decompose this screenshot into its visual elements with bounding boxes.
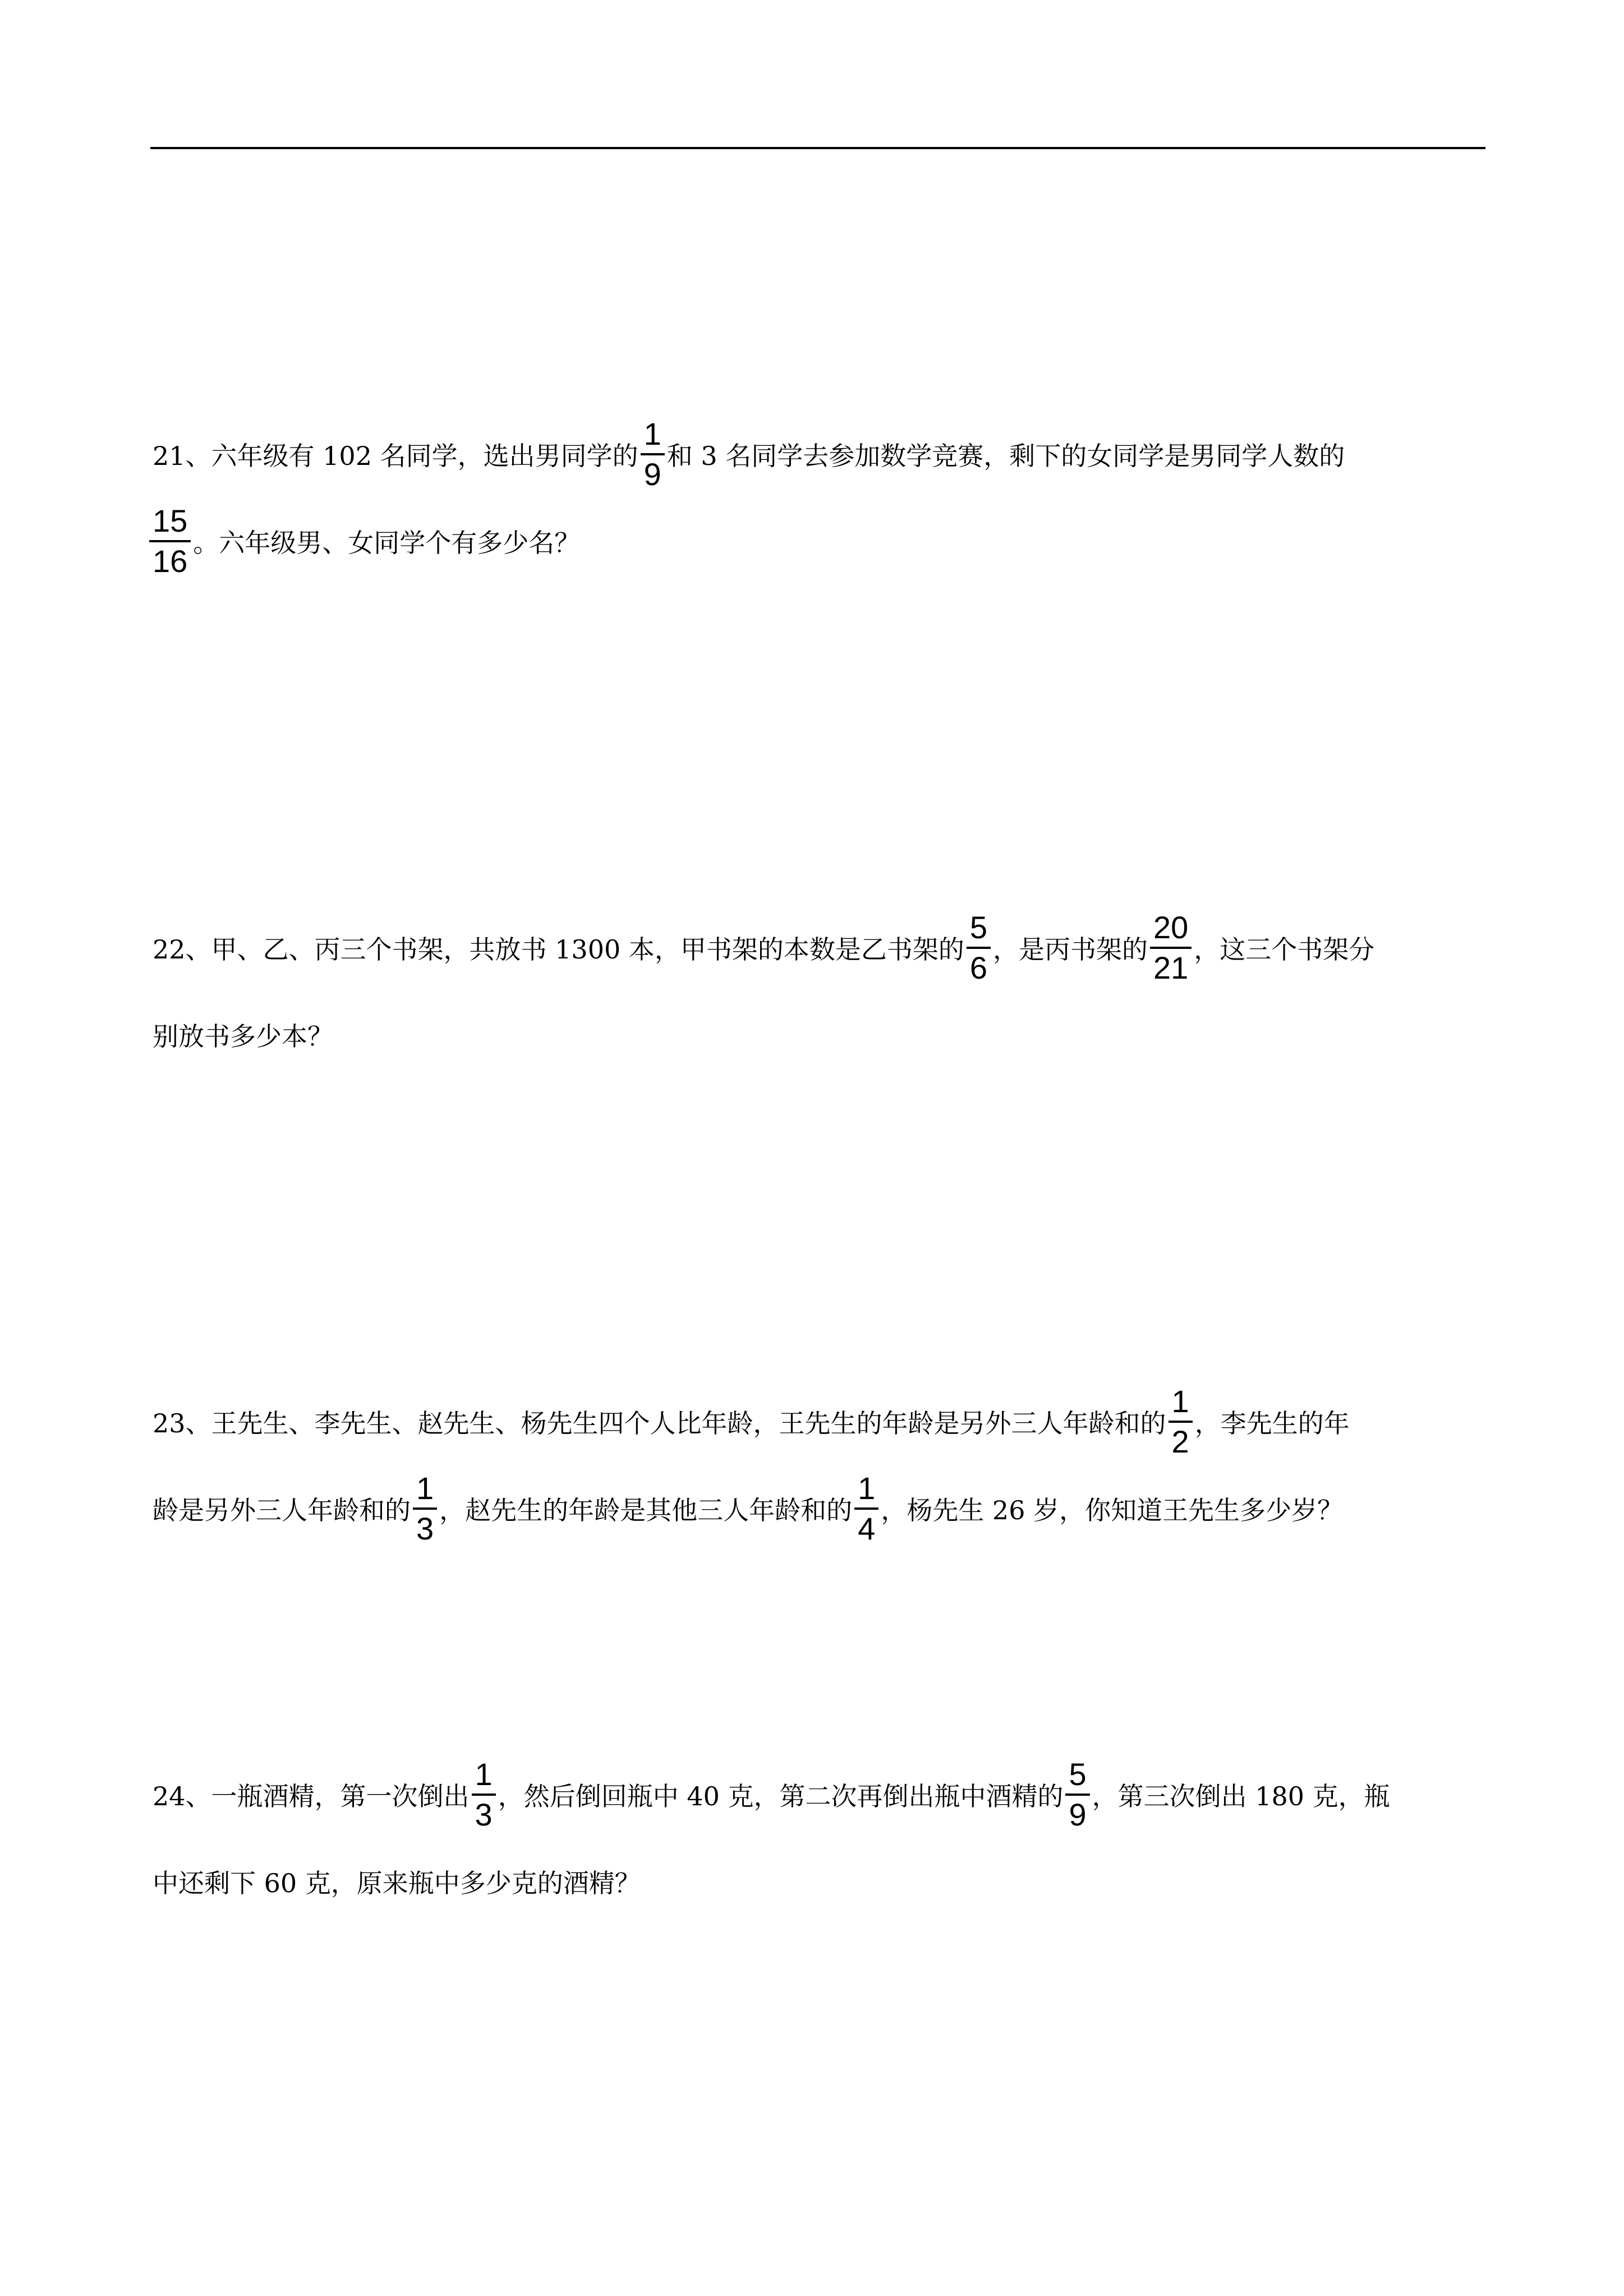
question-23-text-d: ，赵先生的年龄是其他三人年龄和的 bbox=[439, 1495, 853, 1525]
question-24-line-1 bbox=[153, 1753, 1390, 1837]
question-21-line-2 bbox=[147, 499, 580, 583]
fraction-denominator: 9 bbox=[643, 457, 661, 492]
fraction-denominator: 16 bbox=[153, 543, 188, 579]
fraction-bar bbox=[854, 1507, 878, 1510]
question-22-text-b: ，是丙书架的 bbox=[993, 934, 1148, 965]
fraction-bar bbox=[967, 947, 991, 949]
fraction-bar bbox=[1150, 947, 1191, 949]
question-22-text-a: 22、甲、乙、丙三个书架，共放书 1300 本，甲书架的本数是乙书架的 bbox=[153, 934, 964, 965]
question-24-text-d: 中还剩下 60 克，原来瓶中多少克的酒精？ bbox=[153, 1868, 641, 1898]
fraction-numerator: 1 bbox=[1171, 1384, 1189, 1419]
fraction-denominator: 2 bbox=[1171, 1424, 1189, 1459]
fraction-bar bbox=[413, 1507, 437, 1510]
fraction-bar bbox=[149, 540, 191, 542]
fraction-denominator: 3 bbox=[475, 1797, 493, 1832]
question-23-text-a: 23、王先生、李先生、赵先生、杨先生四个人比年龄，王先生的年龄是另外三人年龄和的 bbox=[153, 1408, 1166, 1439]
fraction-numerator: 5 bbox=[1069, 1756, 1087, 1792]
fraction-numerator: 15 bbox=[153, 503, 188, 538]
fraction-denominator: 21 bbox=[1153, 950, 1189, 985]
fraction-bar bbox=[641, 453, 665, 455]
question-21-text-c: 。六年级男、女同学个有多少名？ bbox=[193, 528, 581, 558]
fraction-bar bbox=[1168, 1421, 1193, 1423]
question-24-text-b: ，然后倒回瓶中 40 克，第二次再倒出瓶中酒精的 bbox=[498, 1781, 1064, 1811]
question-23-text-b: ，李先生的年 bbox=[1194, 1408, 1350, 1439]
header-rule bbox=[150, 147, 1485, 149]
fraction-bar bbox=[1065, 1794, 1089, 1796]
fraction-20-21 bbox=[1150, 911, 1191, 985]
fraction-denominator: 3 bbox=[416, 1511, 434, 1546]
fraction-5-9 bbox=[1065, 1758, 1089, 1832]
fraction-numerator: 20 bbox=[1153, 910, 1189, 945]
fraction-1-9 bbox=[641, 417, 665, 491]
fraction-1-3 bbox=[413, 1472, 437, 1546]
question-21-text-b: 和 3 名同学去参加数学竞赛，剩下的女同学是男同学人数的 bbox=[666, 441, 1345, 471]
fraction-1-3 bbox=[472, 1758, 496, 1832]
fraction-numerator: 1 bbox=[416, 1470, 434, 1506]
question-23-text-e: ，杨先生 26 岁，你知道王先生多少岁？ bbox=[881, 1495, 1344, 1525]
question-24-line-2 bbox=[153, 1839, 641, 1924]
fraction-denominator: 9 bbox=[1069, 1797, 1087, 1832]
question-22-text-c: ，这三个书架分 bbox=[1194, 934, 1375, 965]
fraction-1-2 bbox=[1168, 1385, 1193, 1459]
fraction-denominator: 6 bbox=[969, 950, 987, 985]
question-21-text-a: 21、六年级有 102 名同学，选出男同学的 bbox=[153, 441, 638, 471]
fraction-bar bbox=[472, 1794, 496, 1796]
fraction-numerator: 5 bbox=[969, 910, 987, 945]
fraction-5-6 bbox=[967, 911, 991, 985]
question-22-text-d: 别放书多少本？ bbox=[153, 1021, 333, 1052]
question-24-text-a: 24、一瓶酒精，第一次倒出 bbox=[153, 1781, 470, 1811]
question-21-line-1 bbox=[153, 412, 1345, 496]
fraction-numerator: 1 bbox=[475, 1756, 493, 1792]
fraction-denominator: 4 bbox=[858, 1511, 876, 1546]
question-22-line-2 bbox=[153, 993, 333, 1077]
question-24-text-c: ，第三次倒出 180 克，瓶 bbox=[1092, 1781, 1390, 1811]
question-22-line-1 bbox=[153, 906, 1374, 990]
fraction-numerator: 1 bbox=[643, 416, 661, 451]
question-23-line-2 bbox=[153, 1467, 1343, 1551]
fraction-15-16 bbox=[149, 504, 191, 578]
question-23-line-1 bbox=[153, 1380, 1350, 1464]
fraction-1-4 bbox=[854, 1472, 878, 1546]
question-23-text-c: 龄是另外三人年龄和的 bbox=[153, 1495, 411, 1525]
fraction-numerator: 1 bbox=[858, 1470, 876, 1506]
